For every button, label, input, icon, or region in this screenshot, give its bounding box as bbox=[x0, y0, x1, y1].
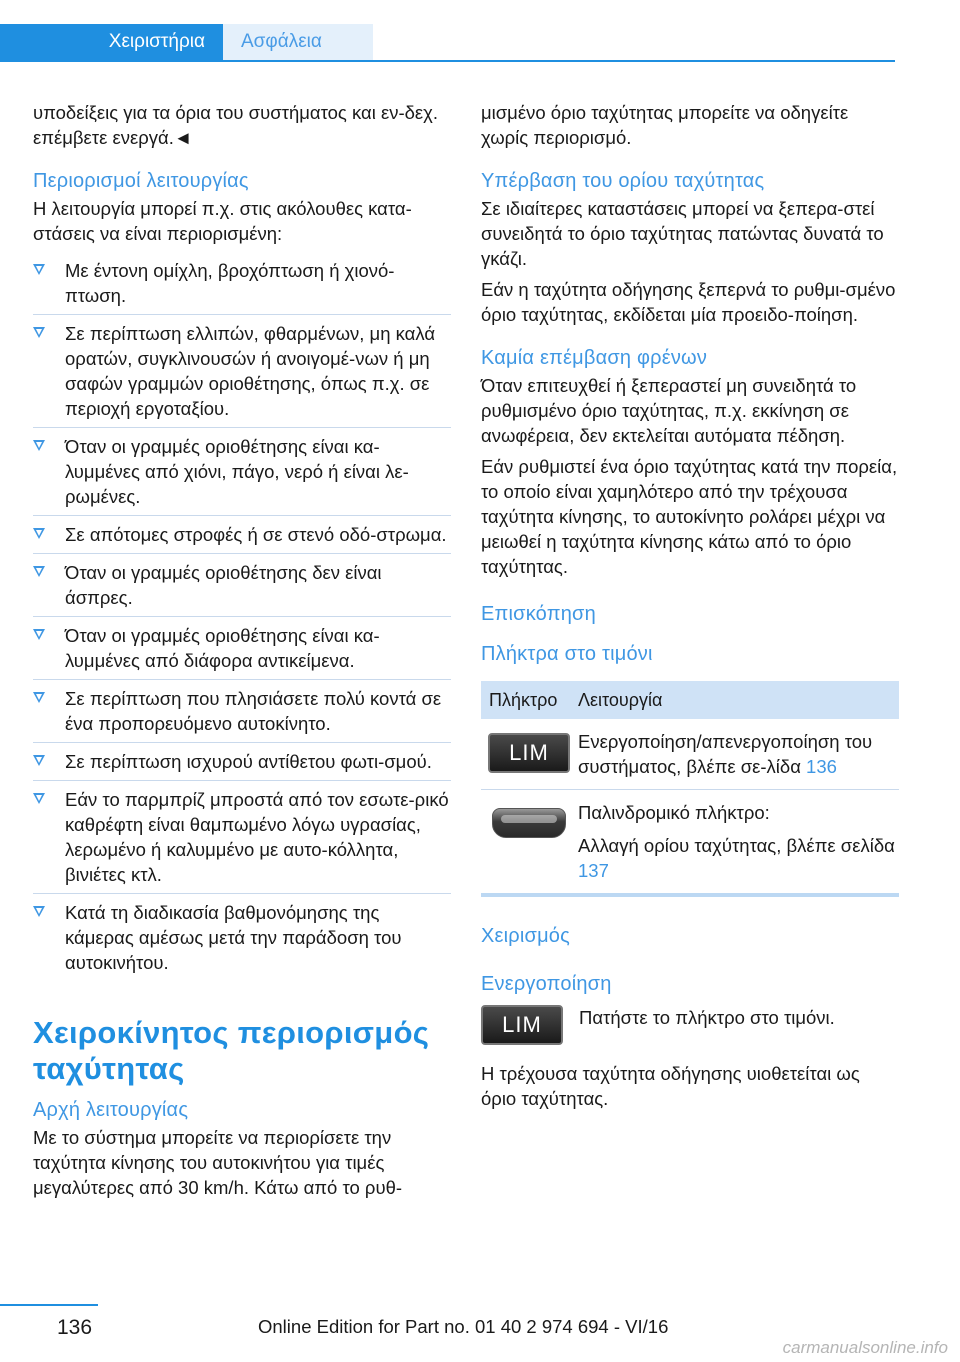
brake-text-2: Εάν ρυθμιστεί ένα όριο ταχύτητας κατά την πορεία, το οποίο είναι χαμηλότερο από την τρέχουσα ταχύτητα κίνησης, το αυτοκίνητο ρολάρει μέχρι να μειωθεί η ταχύτητα κίνησης κάτω από το όριο ταχύτητας. bbox=[481, 456, 898, 577]
exceed-text-2: Εάν η ταχύτητα οδήγησης ξεπερνά το ρυθμι‐σμένο όριο ταχύτητας, εκδίδεται μία προειδο‐ποίηση. bbox=[481, 279, 896, 325]
page-link-137[interactable]: 137 bbox=[578, 860, 609, 881]
row2-text: Αλλαγή ορίου ταχύτητας, βλέπε σελίδα bbox=[578, 835, 895, 856]
buttons-table bbox=[481, 681, 899, 897]
list-item: Όταν οι γραμμές οριοθέτησης είναι κα‐λυμμένες από χιόνι, πάγο, νερό ή είναι λε‐ρωμένες. bbox=[33, 428, 451, 516]
table-row bbox=[481, 719, 899, 790]
list-item: Σε περίπτωση ελλιπών, φθαρμένων, μη καλά ορατών, συγκλινουσών ή ανοιγομέ‐νων ή μη σαφών γραμμών οριοθέτησης, όπως π.χ. σε περιοχή εργοταξίου. bbox=[33, 315, 451, 428]
activation-text: Πατήστε το πλήκτρο στο τιμόνι. bbox=[579, 1007, 835, 1028]
limits-list bbox=[33, 252, 451, 981]
continued-text: μισμένο όριο ταχύτητας μπορείτε να οδηγείτε χωρίς περιορισμό. bbox=[481, 102, 849, 148]
section-title: Χειροκίνητος περιορισμός ταχύτητας bbox=[33, 1015, 430, 1086]
list-item: Σε περίπτωση ισχυρού αντίθετου φωτι‐σμού. bbox=[33, 743, 451, 781]
watermark: carmanualsonline.info bbox=[782, 1338, 948, 1357]
list-item: Εάν το παρμπρίζ μπροστά από τον εσωτε‐ρικό καθρέφτη είναι θαμπωμένο λόγω υγρασίας, λερωμένο ή καλυμμένο με αυτο‐κόλλητα, βινιέτες κτλ. bbox=[33, 781, 451, 894]
left-column bbox=[33, 100, 451, 1206]
triangle-bullet-icon bbox=[33, 264, 45, 275]
limits-text: Η λειτουργία μπορεί π.χ. στις ακόλουθες κατα‐στάσεις να είναι περιορισμένη: bbox=[33, 198, 412, 244]
principle-heading: Αρχή λειτουργίας bbox=[33, 1099, 189, 1121]
footer-rule bbox=[0, 1304, 98, 1306]
right-column bbox=[481, 100, 899, 1117]
page-link-136[interactable]: 136 bbox=[806, 756, 837, 777]
table-header bbox=[481, 681, 899, 719]
tab-safety[interactable]: Ασφάλεια bbox=[223, 24, 373, 60]
triangle-bullet-icon bbox=[33, 692, 45, 703]
header-rule bbox=[0, 60, 895, 62]
triangle-bullet-icon bbox=[33, 528, 45, 539]
triangle-bullet-icon bbox=[33, 906, 45, 917]
limits-heading: Περιορισμοί λειτουργίας bbox=[33, 170, 249, 192]
table-row bbox=[481, 790, 899, 893]
intro-text: υποδείξεις για τα όρια του συστήματος και εν‐δεχ. επέμβετε ενεργά.◄ bbox=[33, 102, 439, 148]
activation-row bbox=[481, 1005, 899, 1045]
overview-heading: Επισκόπηση bbox=[481, 603, 596, 625]
brake-heading: Καμία επέμβαση φρένων bbox=[481, 347, 708, 369]
triangle-bullet-icon bbox=[33, 629, 45, 640]
header bbox=[0, 0, 960, 62]
exceed-heading: Υπέρβαση του ορίου ταχύτητας bbox=[481, 170, 765, 192]
principle-text: Με το σύστημα μπορείτε να περιορίσετε την ταχύτητα κίνησης του αυτοκινήτου για τιμές μεγαλύτερες από 30 km/h. Κάτω από το ρυθ‐ bbox=[33, 1127, 403, 1198]
wheel-buttons-heading: Πλήκτρα στο τιμόνι bbox=[481, 643, 653, 665]
page-number: 136 bbox=[57, 1316, 93, 1339]
rocker-switch-icon bbox=[488, 804, 570, 842]
row2-label: Παλινδρομικό πλήκτρο: bbox=[578, 802, 770, 823]
tab-controls[interactable]: Χειριστήρια bbox=[0, 24, 223, 60]
lim-button-icon: LIM bbox=[481, 1005, 563, 1045]
edition-text: Online Edition for Part no. 01 40 2 974 694 - VI/16 bbox=[258, 1316, 669, 1337]
table-header-function: Λειτουργία bbox=[578, 689, 663, 710]
brake-text-1: Όταν επιτευχθεί ή ξεπεραστεί μη συνειδητά το ρυθμισμένο όριο ταχύτητας, π.χ. εκκίνηση σε ανωφέρεια, δεν εκτελείται αυτόματα πέδηση. bbox=[481, 375, 857, 446]
list-item: Κατά τη διαδικασία βαθμονόμησης της κάμερας αμέσως μετά την παράδοση του αυτοκινήτου. bbox=[33, 894, 451, 981]
operation-heading: Χειρισμός bbox=[481, 925, 570, 947]
list-item: Όταν οι γραμμές οριοθέτησης είναι κα‐λυμμένες από διάφορα αντικείμενα. bbox=[33, 617, 451, 680]
table-header-key: Πλήκτρο bbox=[489, 689, 558, 710]
row1-text: Ενεργοποίηση/απενεργοποίηση του συστήματος, βλέπε σε‐λίδα bbox=[578, 731, 873, 777]
triangle-bullet-icon bbox=[33, 327, 45, 338]
triangle-bullet-icon bbox=[33, 566, 45, 577]
lim-button-icon: LIM bbox=[488, 733, 570, 773]
triangle-bullet-icon bbox=[33, 793, 45, 804]
final-text: Η τρέχουσα ταχύτητα οδήγησης υιοθετείται ως όριο ταχύτητας. bbox=[481, 1063, 860, 1109]
activation-heading: Ενεργοποίηση bbox=[481, 973, 612, 995]
triangle-bullet-icon bbox=[33, 440, 45, 451]
list-item: Σε περίπτωση που πλησιάσετε πολύ κοντά σε ένα προπορευόμενο αυτοκίνητο. bbox=[33, 680, 451, 743]
list-item: Σε απότομες στροφές ή σε στενό οδό‐στρωμα. bbox=[33, 516, 451, 554]
exceed-text-1: Σε ιδιαίτερες καταστάσεις μπορεί να ξεπερα‐στεί συνειδητά το όριο ταχύτητας πατώντας δυνατά το γκάζι. bbox=[481, 198, 884, 269]
list-item: Όταν οι γραμμές οριοθέτησης δεν είναι άσπρες. bbox=[33, 554, 451, 617]
triangle-bullet-icon bbox=[33, 755, 45, 766]
list-item: Με έντονη ομίχλη, βροχόπτωση ή χιονό‐πτωση. bbox=[33, 252, 451, 315]
